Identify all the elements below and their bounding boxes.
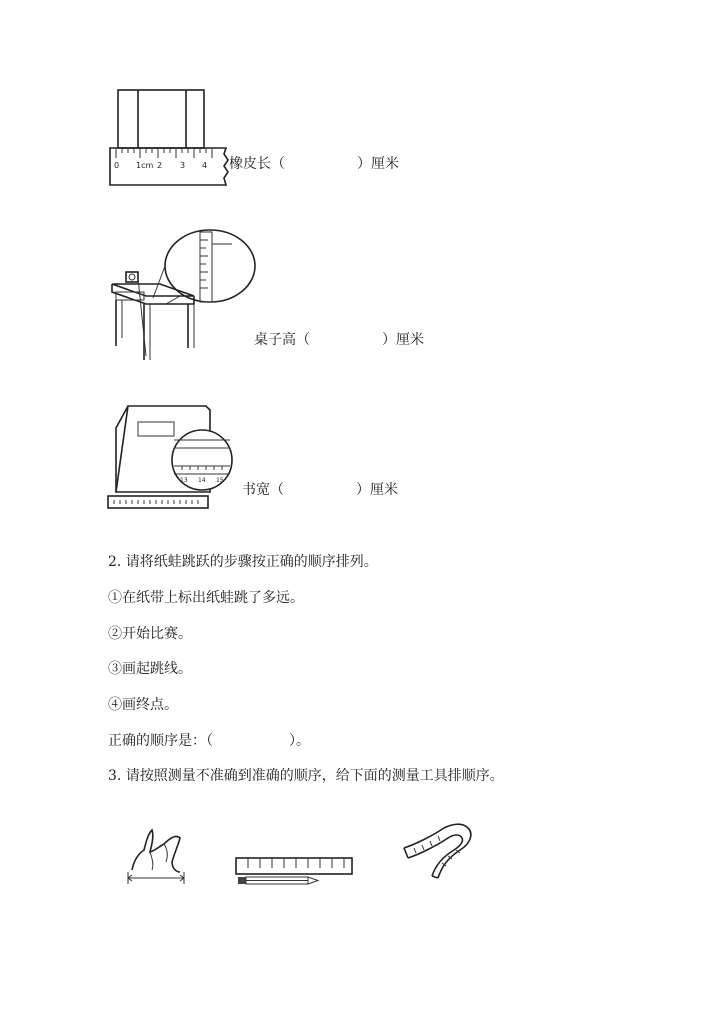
eraser-length-label: 橡皮长（ — [229, 156, 285, 172]
desk-height-illustration — [108, 226, 258, 366]
order-answer-line — [108, 732, 310, 750]
step-4: ④画终点。 — [108, 697, 178, 713]
hand-span-icon — [124, 824, 188, 886]
book-ruler-tick: 14 — [198, 477, 206, 484]
ruler-tick-label: 2 — [157, 161, 163, 170]
ruler-tick-label: 0 — [114, 161, 120, 170]
ruler-tick-label: 1cm — [136, 161, 154, 170]
unit-label: ）厘米 — [356, 482, 398, 498]
ruler-tick-label: 3 — [180, 161, 186, 170]
step-2: ②开始比赛。 — [108, 626, 192, 642]
step-1: ①在纸带上标出纸蛙跳了多远。 — [108, 590, 304, 606]
tape-measure-icon — [398, 818, 476, 884]
eraser-length-question — [229, 155, 399, 173]
order-answer-prefix: 正确的顺序是：（ — [108, 733, 213, 749]
unit-label: ）厘米 — [382, 332, 424, 348]
desk-height-label: 桌子高（ — [254, 332, 310, 348]
book-width-label: 书宽（ — [242, 482, 284, 498]
book-ruler-tick: 13 — [180, 477, 188, 484]
question-3-title: 3. 请按照测量不准确到准确的顺序，给下面的测量工具排顺序。 — [108, 768, 504, 784]
desk-height-question — [254, 331, 424, 349]
question-2-title: 2. 请将纸蛙跳跃的步骤按正确的顺序排列。 — [108, 554, 378, 570]
eraser-ruler-illustration — [108, 88, 228, 188]
book-ruler-tick: 15 — [216, 477, 224, 484]
unit-label: ）厘米 — [357, 156, 399, 172]
ruler-tick-label: 4 — [202, 161, 208, 170]
book-width-question — [242, 481, 398, 499]
order-answer-suffix: ）。 — [289, 733, 310, 749]
book-width-illustration — [106, 404, 236, 516]
step-3: ③画起跳线。 — [108, 661, 192, 677]
ruler-pencil-icon — [234, 856, 356, 888]
